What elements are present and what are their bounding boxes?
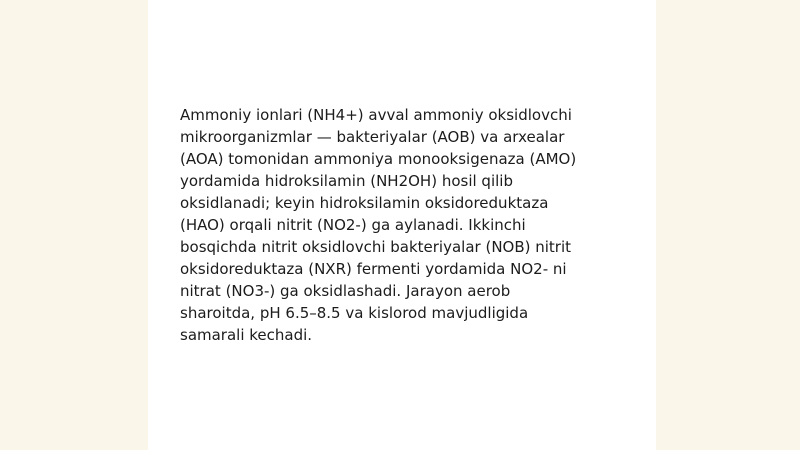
paragraph-line: sharoitda, pH 6.5–8.5 va kislorod mavjudligida [180, 304, 529, 322]
paragraph-line: Ammoniy ionlari (NH4+) avval ammoniy oksidlovchi [180, 106, 572, 124]
paragraph-line: (HAO) orqali nitrit (NO2-) ga aylanadi. Ikkinchi [180, 216, 526, 234]
body-paragraph [180, 104, 630, 346]
document-page [148, 0, 656, 450]
paragraph-line: (AOA) tomonidan ammoniya monooksigenaza (AMO) [180, 150, 577, 168]
paragraph-line: bosqichda nitrit oksidlovchi bakteriyalar (NOB) nitrit [180, 238, 572, 256]
paragraph-line: oksidoreduktaza (NXR) fermenti yordamida NO2- ni [180, 260, 567, 278]
paragraph-line: oksidlanadi; keyin hidroksilamin oksidoreduktaza [180, 194, 549, 212]
paragraph-line: nitrat (NO3-) ga oksidlashadi. Jarayon aerob [180, 282, 511, 300]
paragraph-line: samarali kechadi. [180, 326, 313, 344]
paragraph-line: mikroorganizmlar — bakteriyalar (AOB) va arxealar [180, 128, 565, 146]
paragraph-line: yordamida hidroksilamin (NH2OH) hosil qilib [180, 172, 513, 190]
